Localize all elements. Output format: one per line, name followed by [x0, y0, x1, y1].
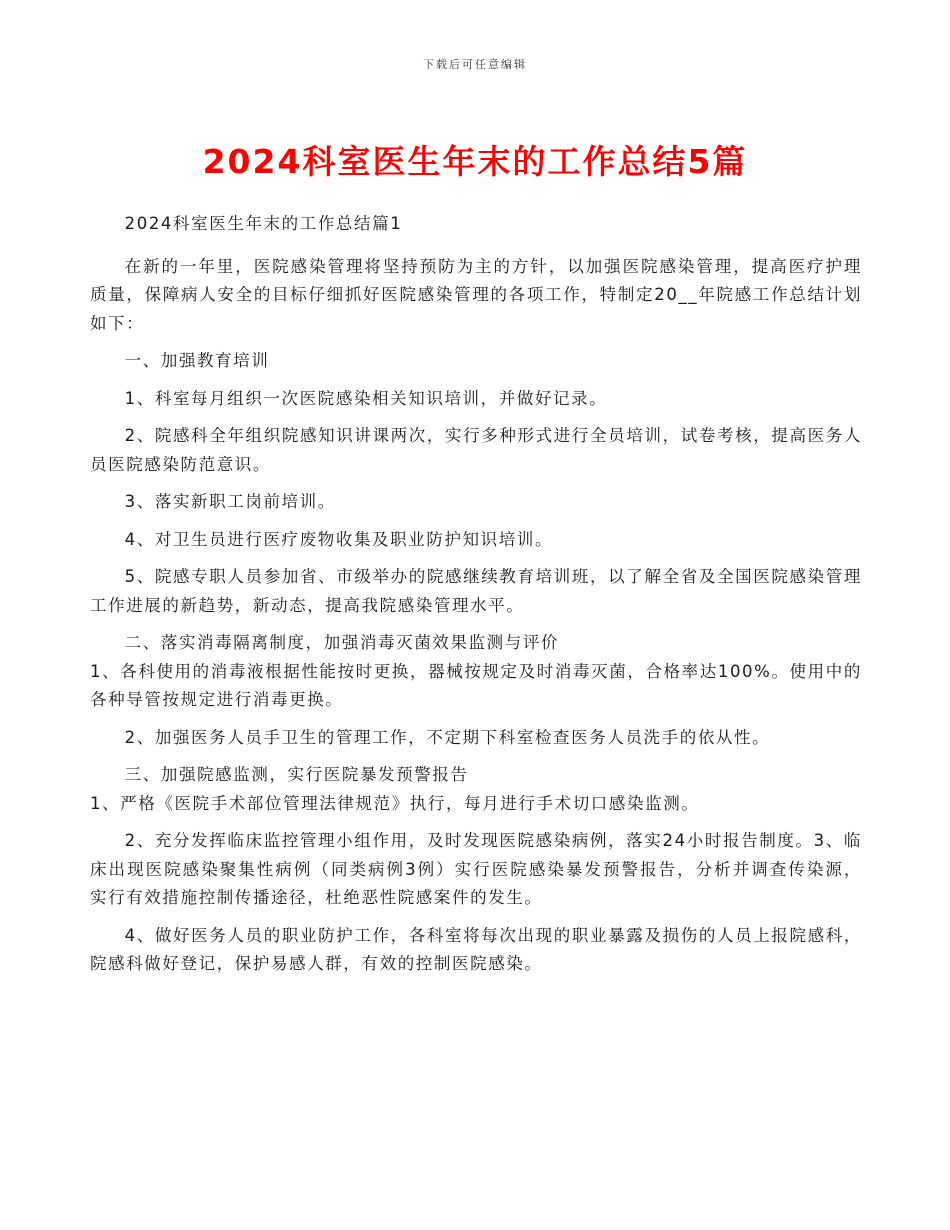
document-subtitle: 2024科室医生年末的工作总结篇1 [124, 214, 403, 233]
paragraph-item: 2、加强医务人员手卫生的管理工作，不定期下科室检查医务人员洗手的依从性。 [124, 727, 771, 747]
paragraph-item: 4、对卫生员进行医疗废物收集及职业防护知识培训。 [124, 529, 554, 549]
section-heading-3: 三、加强院感监测，实行医院暴发预警报告 [124, 765, 469, 784]
paragraph-item: 2、院感科全年组织院感知识讲课两次，实行多种形式进行全员培训，试卷考核，提高医务人员医院感染防范意识。 [90, 426, 862, 474]
paragraph-item: 1、科室每月组织一次医院感染相关知识培训，并做好记录。 [124, 388, 608, 408]
document-title: 2024科室医生年末的工作总结5篇 [202, 142, 748, 181]
paragraph-item: 4、做好医务人员的职业防护工作，各科室将每次出现的职业暴露及损伤的人员上报院感科，院感科做好登记，保护易感人群，有效的控制医院感染。 [90, 925, 862, 973]
paragraph-item: 1、各科使用的消毒液根据性能按时更换，器械按规定及时消毒灭菌，合格率达100%。使用中的各种导管按规定进行消毒更换。 [90, 661, 862, 709]
paragraph-item: 1、严格《医院手术部位管理法律规范》执行，每月进行手术切口感染监测。 [90, 793, 700, 813]
paragraph-item: 3、落实新职工岗前培训。 [124, 492, 336, 511]
paragraph-intro: 在新的一年里，医院感染管理将坚持预防为主的方针，以加强医院感染管理，提高医疗护理质量，保障病人安全的目标仔细抓好医院感染管理的各项工作，特制定20__年院感工作总结计划如下： [90, 256, 862, 333]
paragraph-item: 2、充分发挥临床监控管理小组作用，及时发现医院感染病例，落实24小时报告制度。3、临床出现医院感染聚集性病例（同类病例3例）实行医院感染暴发预警报告，分析并调查传染源，实行有效措施控制传播途径，杜绝恶性院感案件的发生。 [90, 831, 862, 907]
section-heading-2: 二、落实消毒隔离制度，加强消毒灭菌效果监测与评价 [124, 633, 560, 652]
page-header-note: 下载后可任意编辑 [423, 58, 527, 71]
paragraph-item: 5、院感专职人员参加省、市级举办的院感继续教育培训班，以了解全省及全国医院感染管理工作进展的新趋势，新动态，提高我院感染管理水平。 [90, 567, 862, 615]
section-heading-1: 一、加强教育培训 [124, 351, 270, 370]
document-body [90, 210, 862, 988]
